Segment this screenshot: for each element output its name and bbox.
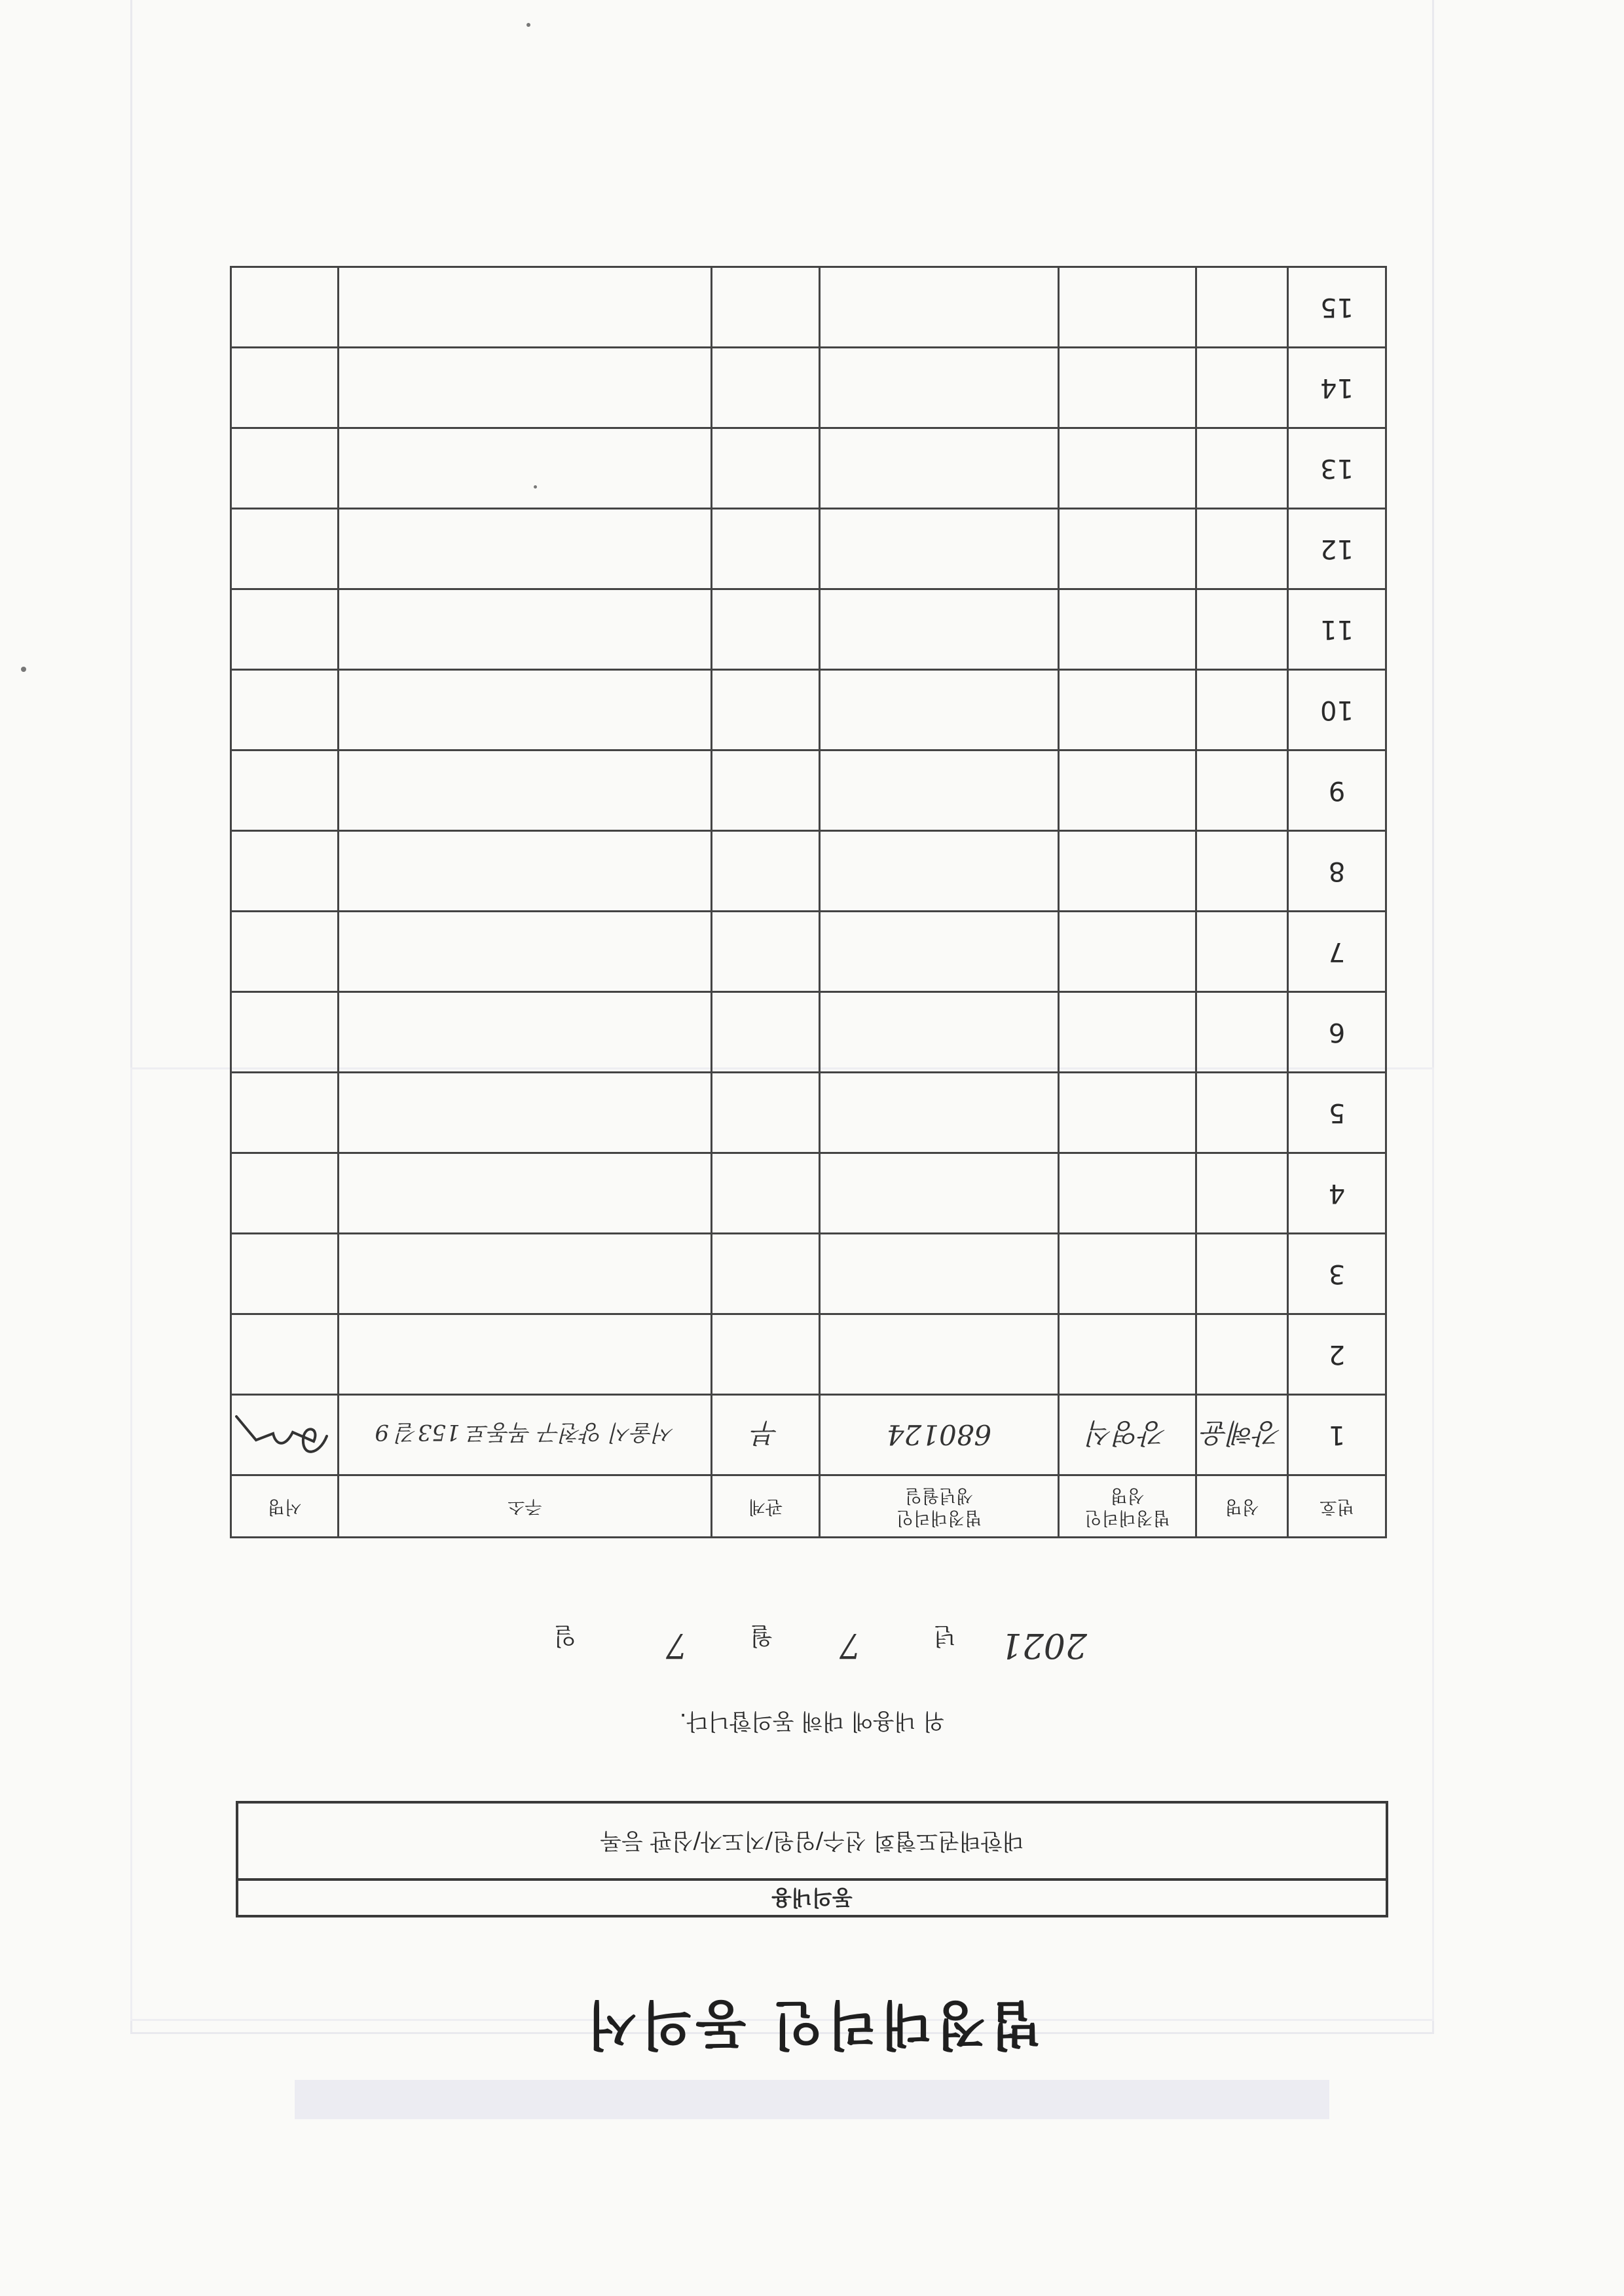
cell-guardian-birth <box>820 1073 1059 1153</box>
cell-name <box>1196 589 1288 670</box>
table-row <box>231 1234 1386 1314</box>
cell-guardian-birth <box>820 1153 1059 1234</box>
col-header-guardian-birth: 법정대리인 생년월일 <box>820 1475 1059 1538</box>
cell-relation <box>712 1153 820 1234</box>
cell-no: 7 <box>1288 912 1386 992</box>
table-row <box>231 509 1386 589</box>
cell-guardian-birth <box>820 831 1059 912</box>
date-day: 7 <box>665 1625 688 1665</box>
cell-signature <box>231 750 339 831</box>
cell-guardian-name <box>1059 589 1196 670</box>
handwritten-signature-icon <box>236 1409 334 1468</box>
cell-guardian-birth <box>820 267 1059 348</box>
cell-address <box>339 750 712 831</box>
cell-signature <box>231 589 339 670</box>
cell-no: 1 <box>1288 1395 1386 1475</box>
cell-address <box>339 912 712 992</box>
cell-signature <box>231 1395 339 1475</box>
cell-address <box>339 1153 712 1234</box>
cell-guardian-name <box>1059 428 1196 509</box>
signing-date <box>537 1615 1087 1667</box>
cell-guardian-birth: 680124 <box>820 1395 1059 1475</box>
cell-guardian-name <box>1059 267 1196 348</box>
cell-guardian-birth <box>820 750 1059 831</box>
scan-speck <box>526 23 530 27</box>
cell-no: 15 <box>1288 267 1386 348</box>
cell-address <box>339 428 712 509</box>
cell-guardian-name <box>1059 509 1196 589</box>
cell-guardian-birth <box>820 1314 1059 1395</box>
cell-name <box>1196 428 1288 509</box>
date-year-unit: 년 <box>933 1622 956 1649</box>
consent-text: 대한태권도협회 선수/임원/지도자/심판 등록 <box>600 1828 1024 1854</box>
table-row <box>231 267 1386 348</box>
cell-guardian-birth <box>820 589 1059 670</box>
col-header-address: 주소 <box>339 1475 712 1538</box>
cell-guardian-name: 강영식 <box>1059 1395 1196 1475</box>
cell-name <box>1196 1314 1288 1395</box>
cell-guardian-birth <box>820 348 1059 428</box>
scan-speck <box>21 667 26 672</box>
table-row <box>231 589 1386 670</box>
cell-relation <box>712 670 820 750</box>
cell-address <box>339 992 712 1073</box>
cell-address <box>339 589 712 670</box>
date-month-unit: 월 <box>750 1622 773 1649</box>
date-year: 2021 <box>1000 1625 1087 1665</box>
cell-signature <box>231 992 339 1073</box>
cell-name <box>1196 1153 1288 1234</box>
cell-guardian-birth <box>820 670 1059 750</box>
cell-no: 11 <box>1288 589 1386 670</box>
cell-no: 4 <box>1288 1153 1386 1234</box>
table-row <box>231 1314 1386 1395</box>
cell-no: 3 <box>1288 1234 1386 1314</box>
cell-guardian-name <box>1059 1153 1196 1234</box>
table-row <box>231 1073 1386 1153</box>
cell-signature <box>231 831 339 912</box>
cell-signature <box>231 1234 339 1314</box>
date-day-unit: 일 <box>553 1622 576 1649</box>
cell-name <box>1196 348 1288 428</box>
cell-guardian-birth <box>820 428 1059 509</box>
col-header-no: 번호 <box>1288 1475 1386 1538</box>
cell-relation <box>712 348 820 428</box>
cell-signature <box>231 670 339 750</box>
cell-guardian-name <box>1059 670 1196 750</box>
table-row <box>231 992 1386 1073</box>
cell-guardian-birth <box>820 1234 1059 1314</box>
table-row <box>231 1395 1386 1475</box>
cell-relation <box>712 509 820 589</box>
cell-no: 14 <box>1288 348 1386 428</box>
guardian-table <box>230 266 1387 1538</box>
cell-relation <box>712 1234 820 1314</box>
table-row <box>231 670 1386 750</box>
cell-address <box>339 1073 712 1153</box>
cell-no: 6 <box>1288 992 1386 1073</box>
cell-name <box>1196 750 1288 831</box>
cell-relation <box>712 750 820 831</box>
cell-signature <box>231 348 339 428</box>
cell-address <box>339 348 712 428</box>
cell-address: 서울시 양천구 목동로 153길 9 <box>339 1395 712 1475</box>
cell-name <box>1196 509 1288 589</box>
agreement-statement: 위 내용에 대해 동의합니다. <box>679 1708 945 1734</box>
cell-guardian-birth <box>820 509 1059 589</box>
cell-no: 2 <box>1288 1314 1386 1395</box>
cell-no: 9 <box>1288 750 1386 831</box>
cell-relation <box>712 428 820 509</box>
scan-speck <box>534 485 537 489</box>
consent-box <box>236 1801 1388 1917</box>
cell-relation <box>712 1314 820 1395</box>
cell-signature <box>231 428 339 509</box>
cell-guardian-name <box>1059 912 1196 992</box>
cell-relation <box>712 992 820 1073</box>
cell-name <box>1196 992 1288 1073</box>
table-row <box>231 428 1386 509</box>
cell-guardian-name <box>1059 1234 1196 1314</box>
table-row <box>231 750 1386 831</box>
date-month: 7 <box>839 1625 861 1665</box>
cell-guardian-name <box>1059 992 1196 1073</box>
cell-relation <box>712 267 820 348</box>
col-header-relation: 관계 <box>712 1475 820 1538</box>
col-header-guardian-name: 법정대리인 성명 <box>1059 1475 1196 1538</box>
cell-name <box>1196 912 1288 992</box>
table-row <box>231 912 1386 992</box>
table-header-row <box>231 1475 1386 1538</box>
cell-guardian-name <box>1059 750 1196 831</box>
bleed-through-band <box>295 2080 1329 2119</box>
cell-guardian-name <box>1059 831 1196 912</box>
cell-no: 13 <box>1288 428 1386 509</box>
col-header-name: 성명 <box>1196 1475 1288 1538</box>
cell-address <box>339 1314 712 1395</box>
consent-heading: 동의내용 <box>238 1878 1386 1915</box>
cell-signature <box>231 1073 339 1153</box>
cell-signature <box>231 1314 339 1395</box>
cell-signature <box>231 912 339 992</box>
cell-guardian-name <box>1059 1073 1196 1153</box>
cell-address <box>339 509 712 589</box>
cell-name <box>1196 267 1288 348</box>
cell-name <box>1196 831 1288 912</box>
cell-relation: 부 <box>712 1395 820 1475</box>
cell-relation <box>712 1073 820 1153</box>
cell-guardian-birth <box>820 912 1059 992</box>
cell-name <box>1196 1234 1288 1314</box>
cell-name <box>1196 1073 1288 1153</box>
cell-relation <box>712 912 820 992</box>
col-header-signature: 서명 <box>231 1475 339 1538</box>
document-title: 법정대리인 동의서 <box>582 1994 1042 2055</box>
cell-signature <box>231 1153 339 1234</box>
cell-name: 강혜윤 <box>1196 1395 1288 1475</box>
cell-name <box>1196 670 1288 750</box>
cell-signature <box>231 267 339 348</box>
cell-guardian-name <box>1059 348 1196 428</box>
cell-address <box>339 267 712 348</box>
cell-relation <box>712 831 820 912</box>
cell-address <box>339 1234 712 1314</box>
cell-no: 10 <box>1288 670 1386 750</box>
table-row <box>231 831 1386 912</box>
cell-no: 12 <box>1288 509 1386 589</box>
cell-guardian-birth <box>820 992 1059 1073</box>
cell-guardian-name <box>1059 1314 1196 1395</box>
cell-signature <box>231 509 339 589</box>
table-row <box>231 348 1386 428</box>
cell-relation <box>712 589 820 670</box>
cell-no: 5 <box>1288 1073 1386 1153</box>
cell-address <box>339 831 712 912</box>
cell-no: 8 <box>1288 831 1386 912</box>
table-row <box>231 1153 1386 1234</box>
cell-address <box>339 670 712 750</box>
